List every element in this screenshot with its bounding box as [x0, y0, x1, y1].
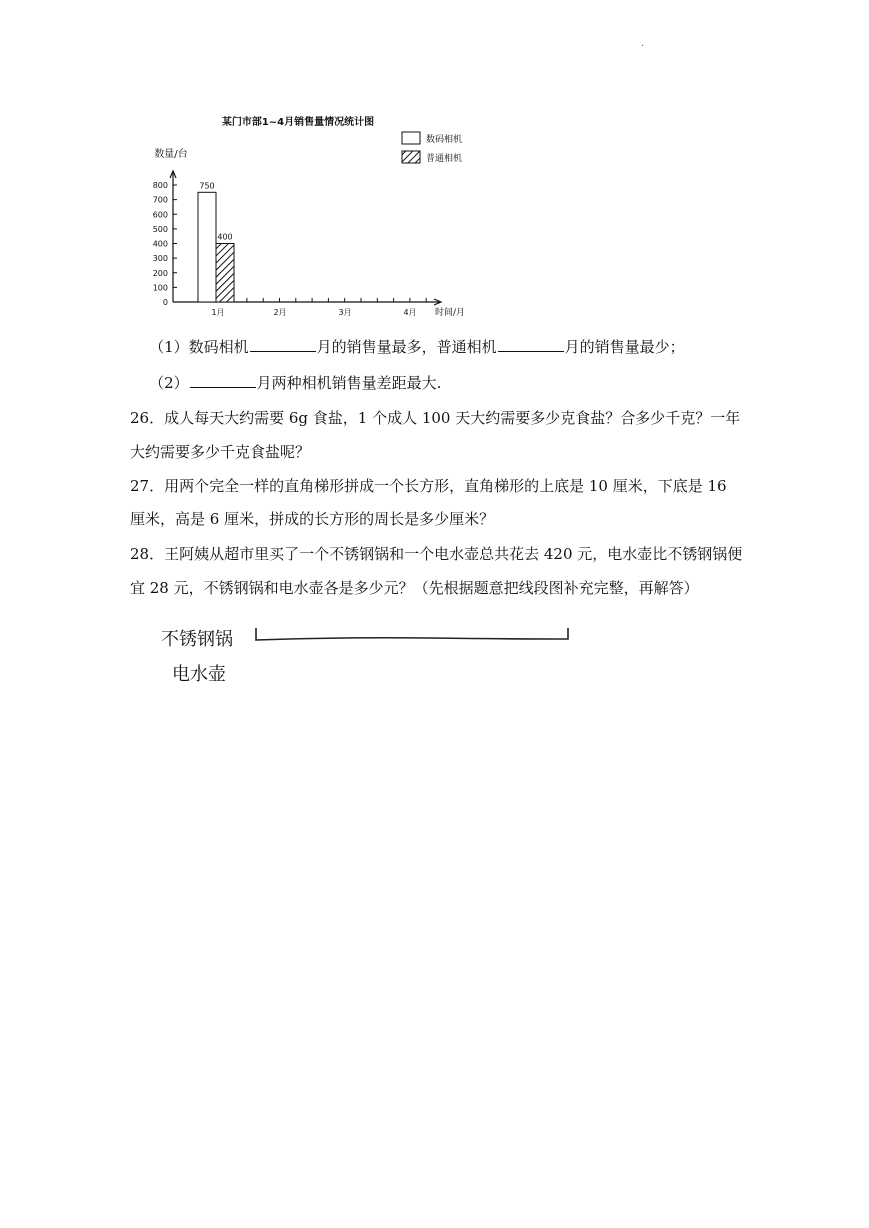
legend	[402, 132, 462, 164]
x-tick-label: 3月	[338, 308, 352, 317]
y-tick-label: 300	[152, 254, 168, 264]
y-axis-label: 数量/台	[154, 149, 188, 160]
x-axis-label: 时间/月	[434, 308, 466, 318]
bar-value-label: 750	[199, 181, 215, 191]
y-tick-label: 100	[152, 283, 168, 293]
question-26-line-1: 26．成人每天大约需要 6g 食盐，1 个成人 100 天大约需要多少克食盐？合多少千克？一年	[130, 409, 741, 427]
y-axis	[170, 171, 176, 302]
bar-digital-1	[198, 192, 216, 302]
x-tick-label: 1月	[211, 308, 225, 317]
bar-value-label: 400	[217, 232, 233, 242]
q25-1-text-b: 月的销售量最多，普通相机	[316, 338, 497, 356]
page-dot: .	[641, 38, 645, 49]
question-27-line-2: 厘米，高是 6 厘米，拼成的长方形的周长是多少厘米？	[130, 510, 495, 528]
segment-label-kettle: 电水壶	[172, 664, 226, 685]
legend-swatch-normal	[402, 151, 420, 163]
question-27-line-1: 27．用两个完全一样的直角梯形拼成一个长方形，直角梯形的上底是 10 厘米，下底是 16	[130, 477, 727, 495]
y-tick-label: 500	[152, 224, 168, 234]
bar-normal-1	[216, 244, 234, 303]
y-tick-label: 200	[152, 268, 168, 278]
segment-label-pot: 不锈钢锅	[161, 629, 233, 650]
answer-blank-2[interactable]	[498, 336, 564, 352]
y-tick-label: 700	[152, 195, 168, 205]
question-25-1	[130, 336, 750, 358]
segment-line-pot[interactable]	[250, 624, 575, 646]
y-tick-label: 600	[152, 210, 168, 220]
x-tick-label: 2月	[273, 308, 287, 317]
question-25-2	[130, 372, 750, 394]
chart-title: 某门市部1~4月销售量情况统计图	[221, 117, 375, 128]
answer-blank-3[interactable]	[190, 372, 256, 388]
bars	[198, 181, 234, 302]
legend-label-normal: 普通相机	[426, 154, 463, 164]
sales-bar-chart	[140, 105, 490, 325]
x-tick-label: 4月	[403, 308, 417, 317]
q25-2-text-a: （2）	[149, 374, 189, 392]
question-28-line-2: 宜 28 元，不锈钢锅和电水壶各是多少元？（先根据题意把线段图补充完整，再解答）	[130, 579, 699, 597]
question-28-line-1: 28．王阿姨从超市里买了一个不锈钢锅和一个电水壶总共花去 420 元，电水壶比不锈钢锅便	[130, 545, 743, 563]
question-26-line-2: 大约需要多少千克食盐呢？	[130, 443, 311, 461]
legend-swatch-digital	[402, 132, 420, 144]
y-tick-label: 0	[162, 298, 168, 307]
y-tick-label: 400	[152, 239, 168, 249]
y-tick-label: 800	[152, 181, 168, 190]
q25-1-text-c: 月的销售量最少；	[564, 338, 685, 356]
q25-1-text-a: （1）数码相机	[149, 338, 249, 356]
answer-blank-1[interactable]	[250, 336, 316, 352]
legend-label-digital: 数码相机	[426, 135, 463, 145]
q25-2-text-b: 月两种相机销售量差距最大.	[256, 374, 442, 392]
